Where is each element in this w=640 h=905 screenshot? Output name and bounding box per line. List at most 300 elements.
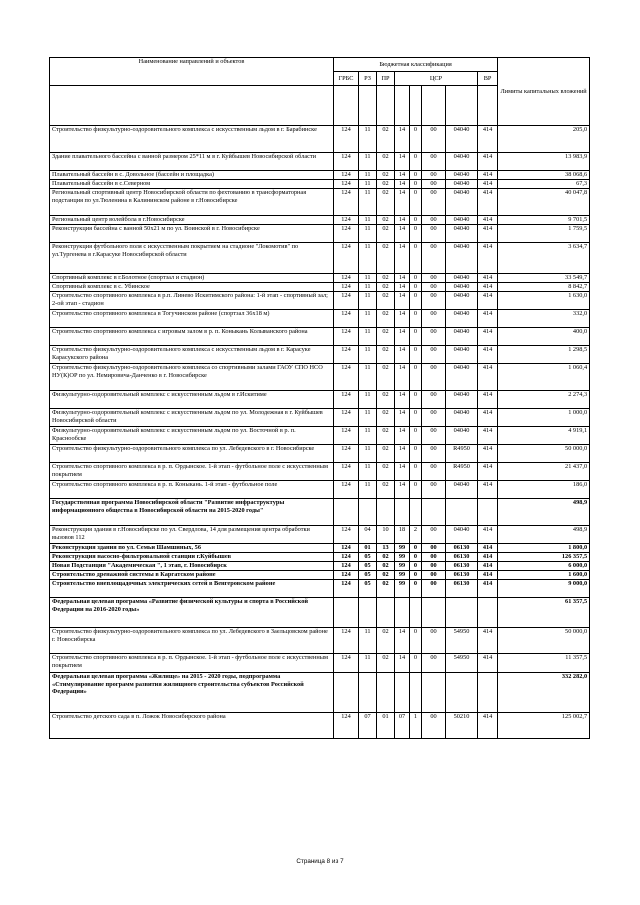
table-row: [50, 562, 590, 571]
row-name: Федеральная целевая программа «Жилище» на 2015 - 2020 годы, подпрограмма «Стимулирование программ развития жилищного строительства субъектов Российской Федерации»: [50, 673, 334, 713]
cell-csr-4: 04040: [446, 274, 478, 283]
cell-csr-3: 00: [422, 445, 446, 463]
cell-csr-2: 0: [410, 562, 422, 571]
cell-pr: 02: [377, 580, 395, 598]
cell-csr-1: 14: [395, 427, 410, 445]
cell-csr-2: 0: [410, 153, 422, 171]
cell-vr: 414: [478, 292, 498, 310]
cell-csr-2: 0: [410, 216, 422, 225]
cell-csr-2: 0: [410, 171, 422, 180]
cell-rz: 11: [359, 310, 377, 328]
cell-csr-1: 14: [395, 445, 410, 463]
table-row: [50, 673, 590, 713]
cell-csr-1: 14: [395, 225, 410, 243]
row-name: Региональный спортивный центр Новосибирской области по фехтованию в трансформаторная подстанция по ул.Тюленина в Калининском районе в г.Новосибирске: [50, 189, 334, 216]
cell-pr: 02: [377, 445, 395, 463]
cell-csr-1: 14: [395, 180, 410, 189]
cell-csr-3: [422, 499, 446, 526]
cell-grbs: 124: [334, 180, 359, 189]
cell-csr-2: [410, 499, 422, 526]
cell-limit-value: 8 842,7: [498, 283, 590, 292]
table-row: [50, 126, 590, 153]
header-rz: РЗ: [359, 72, 377, 86]
cell-grbs: 124: [334, 571, 359, 580]
cell-limit-value: 4 919,1: [498, 427, 590, 445]
cell-csr-4: [446, 673, 478, 713]
header-limits: Лимиты капитальных вложений: [498, 58, 590, 126]
cell-pr: 02: [377, 243, 395, 274]
cell-csr-2: [410, 598, 422, 628]
cell-csr-2: 0: [410, 544, 422, 553]
cell-vr: 414: [478, 481, 498, 499]
cell-csr-1: 99: [395, 580, 410, 598]
cell-pr: 02: [377, 216, 395, 225]
cell-rz: 11: [359, 409, 377, 427]
cell-pr: 02: [377, 553, 395, 562]
cell-rz: 11: [359, 126, 377, 153]
header-grbs: ГРБС: [334, 72, 359, 86]
table-row: [50, 171, 590, 180]
cell-grbs: 124: [334, 409, 359, 427]
cell-vr: 414: [478, 310, 498, 328]
cell-vr: 414: [478, 171, 498, 180]
cell-grbs: 124: [334, 243, 359, 274]
cell-pr: 02: [377, 391, 395, 409]
row-name: Физкультурно-оздоровительный комплекс с искусственным льдом в г.Искитиме: [50, 391, 334, 409]
row-name: Реконструкция здания по ул. Семьи Шамшиных, 56: [50, 544, 334, 553]
cell-pr: 02: [377, 310, 395, 328]
cell-grbs: 124: [334, 283, 359, 292]
row-name: Государственная программа Новосибирской области "Развитие инфраструктуры информационного общества в Новосибирской области на 2015-2020 годы": [50, 499, 334, 526]
cell-csr-4: 54950: [446, 654, 478, 673]
cell-csr-1: 14: [395, 654, 410, 673]
cell-vr: 414: [478, 526, 498, 544]
cell-limit-value: 400,0: [498, 328, 590, 346]
cell-csr-1: 14: [395, 364, 410, 391]
cell-rz: 11: [359, 180, 377, 189]
row-name: Строительство детского сада в п. Ложок Новосибирского района: [50, 713, 334, 739]
cell-vr: 414: [478, 243, 498, 274]
cell-csr-1: 14: [395, 283, 410, 292]
table-row: [50, 180, 590, 189]
cell-csr-3: 00: [422, 216, 446, 225]
cell-vr: 414: [478, 364, 498, 391]
header-vr: ВР: [478, 72, 498, 86]
page-footer: Страница 8 из 7: [296, 858, 344, 865]
table-row: [50, 544, 590, 553]
cell-grbs: 124: [334, 391, 359, 409]
cell-rz: 11: [359, 391, 377, 409]
budget-table: [49, 57, 590, 739]
cell-rz: 11: [359, 216, 377, 225]
cell-grbs: 124: [334, 310, 359, 328]
cell-grbs: 124: [334, 153, 359, 171]
cell-pr: 02: [377, 364, 395, 391]
cell-csr-3: [422, 598, 446, 628]
cell-grbs: 124: [334, 274, 359, 283]
cell-limit-value: 498,9: [498, 526, 590, 544]
cell-csr-2: 0: [410, 243, 422, 274]
table-row: [50, 243, 590, 274]
cell-pr: 02: [377, 481, 395, 499]
cell-rz: 04: [359, 526, 377, 544]
cell-rz: 11: [359, 463, 377, 481]
cell-pr: 01: [377, 713, 395, 739]
cell-grbs: 124: [334, 171, 359, 180]
cell-limit-value: 205,0: [498, 126, 590, 153]
row-name: Реконструкция бассейна с ванной 50х21 м по ул. Воинской в г. Новосибирске: [50, 225, 334, 243]
cell-grbs: 124: [334, 216, 359, 225]
table-row: [50, 189, 590, 216]
cell-grbs: 124: [334, 654, 359, 673]
cell-csr-3: 00: [422, 409, 446, 427]
cell-rz: [359, 499, 377, 526]
cell-csr-3: 00: [422, 526, 446, 544]
cell-rz: 07: [359, 713, 377, 739]
cell-csr-3: 00: [422, 713, 446, 739]
cell-rz: 11: [359, 445, 377, 463]
cell-limit-value: 13 983,9: [498, 153, 590, 171]
cell-csr-1: 14: [395, 274, 410, 283]
cell-csr-2: 0: [410, 391, 422, 409]
cell-limit-value: 2 274,3: [498, 391, 590, 409]
table-row: [50, 274, 590, 283]
cell-pr: 02: [377, 328, 395, 346]
cell-csr-3: 00: [422, 310, 446, 328]
table-row: [50, 391, 590, 409]
cell-csr-4: 04040: [446, 292, 478, 310]
cell-csr-3: 00: [422, 427, 446, 445]
table-row: [50, 598, 590, 628]
cell-limit-value: 1 298,5: [498, 346, 590, 364]
cell-pr: [377, 499, 395, 526]
cell-rz: 05: [359, 580, 377, 598]
cell-csr-4: 04040: [446, 189, 478, 216]
cell-vr: 414: [478, 544, 498, 553]
cell-csr-2: 0: [410, 463, 422, 481]
row-name: Реконструкция насосно-фильтровальной станции г.Куйбышев: [50, 553, 334, 562]
cell-rz: 11: [359, 346, 377, 364]
cell-csr-3: 00: [422, 562, 446, 571]
cell-grbs: 124: [334, 126, 359, 153]
cell-csr-1: 99: [395, 571, 410, 580]
row-name: Спортивный комплекс в г.Болотное (спортзал и стадион): [50, 274, 334, 283]
table-row: [50, 499, 590, 526]
cell-csr-4: 04040: [446, 391, 478, 409]
cell-csr-3: [422, 673, 446, 713]
cell-csr-1: 14: [395, 328, 410, 346]
cell-csr-1: 14: [395, 481, 410, 499]
table-row: [50, 445, 590, 463]
cell-grbs: 124: [334, 562, 359, 571]
cell-csr-1: 14: [395, 216, 410, 225]
cell-grbs: [334, 598, 359, 628]
table-row: [50, 463, 590, 481]
table-row: [50, 310, 590, 328]
row-name: Строительство физкультурно-оздоровительного комплекса по ул. Лебедевского в Заельцовском районе г. Новосибирска: [50, 628, 334, 654]
table-row: [50, 328, 590, 346]
cell-limit-value: 125 002,7: [498, 713, 590, 739]
cell-csr-3: 00: [422, 580, 446, 598]
cell-csr-1: 99: [395, 562, 410, 571]
cell-csr-1: 14: [395, 189, 410, 216]
cell-limit-value: 1 600,0: [498, 571, 590, 580]
row-name: Реконструкция здания в г.Новосибирске по ул. Свердлова, 14 для размещения центра обработки вызовов 112: [50, 526, 334, 544]
cell-rz: 11: [359, 274, 377, 283]
cell-csr-3: 00: [422, 153, 446, 171]
cell-rz: 11: [359, 283, 377, 292]
cell-csr-3: 00: [422, 126, 446, 153]
cell-pr: 02: [377, 126, 395, 153]
cell-grbs: 124: [334, 364, 359, 391]
row-name: Новая Подстанция "Академическая ", 1 этап, г. Новосибирск: [50, 562, 334, 571]
row-name: Физкультурно-оздоровительный комплекс с искусственным льдом по ул. Восточной в р. п. Краснообске: [50, 427, 334, 445]
cell-csr-4: 04040: [446, 126, 478, 153]
cell-rz: 11: [359, 481, 377, 499]
cell-csr-1: 14: [395, 628, 410, 654]
cell-limit-value: 50 000,0: [498, 445, 590, 463]
cell-vr: 414: [478, 283, 498, 292]
cell-csr-4: 04040: [446, 409, 478, 427]
cell-rz: 11: [359, 328, 377, 346]
cell-csr-4: 04040: [446, 481, 478, 499]
cell-pr: 02: [377, 153, 395, 171]
cell-csr-3: 00: [422, 225, 446, 243]
table-row: [50, 153, 590, 171]
cell-rz: 05: [359, 571, 377, 580]
cell-vr: 414: [478, 189, 498, 216]
cell-pr: [377, 673, 395, 713]
cell-csr-4: 06130: [446, 553, 478, 562]
cell-vr: [478, 673, 498, 713]
cell-csr-1: [395, 673, 410, 713]
cell-csr-1: 14: [395, 391, 410, 409]
cell-vr: 414: [478, 346, 498, 364]
cell-limit-value: 50 000,0: [498, 628, 590, 654]
cell-csr-2: 0: [410, 364, 422, 391]
row-name: Региональный центр волейбола в г.Новосибирске: [50, 216, 334, 225]
row-name: Строительство спортивного комплекса в Тогучинском районе (спортзал 36х18 м): [50, 310, 334, 328]
cell-grbs: 124: [334, 463, 359, 481]
row-name: Строительство спортивного комплекса с игровым залом в р. п. Коныкань Колыванского района: [50, 328, 334, 346]
row-name: Реконструкция футбольного поля с искусственным покрытием на стадионе "Локомотив" по ул.Тургенева в г.Карасуке Новосибирской области: [50, 243, 334, 274]
cell-csr-2: 0: [410, 189, 422, 216]
cell-grbs: 124: [334, 189, 359, 216]
cell-pr: [377, 598, 395, 628]
cell-vr: [478, 598, 498, 628]
table-row: [50, 292, 590, 310]
cell-rz: 11: [359, 628, 377, 654]
cell-grbs: 124: [334, 628, 359, 654]
cell-rz: 11: [359, 171, 377, 180]
cell-csr-3: 00: [422, 544, 446, 553]
cell-vr: 414: [478, 216, 498, 225]
cell-limit-value: 38 068,6: [498, 171, 590, 180]
cell-vr: 414: [478, 409, 498, 427]
cell-vr: 414: [478, 628, 498, 654]
table-row: [50, 628, 590, 654]
cell-csr-2: 0: [410, 409, 422, 427]
cell-grbs: 124: [334, 328, 359, 346]
cell-csr-2: 0: [410, 346, 422, 364]
table-row: [50, 553, 590, 562]
table-body: [50, 126, 590, 739]
cell-pr: 10: [377, 526, 395, 544]
row-name: Физкультурно-оздоровительный комплекс с искусственным льдом по ул. Молодежная в г. Куйбышев Новосибирской области: [50, 409, 334, 427]
cell-vr: 414: [478, 180, 498, 189]
cell-limit-value: 67,3: [498, 180, 590, 189]
cell-pr: 02: [377, 283, 395, 292]
cell-pr: 02: [377, 654, 395, 673]
cell-limit-value: 9 701,5: [498, 216, 590, 225]
cell-csr-4: 04040: [446, 364, 478, 391]
cell-csr-1: 14: [395, 153, 410, 171]
cell-limit-value: 21 437,0: [498, 463, 590, 481]
cell-csr-1: 14: [395, 126, 410, 153]
row-name: Строительство спортивного комплекса в р. п. Ордынское. 1-й этап - футбольное поле с искусственным покрытием: [50, 654, 334, 673]
cell-limit-value: 1 060,4: [498, 364, 590, 391]
cell-limit-value: 33 549,7: [498, 274, 590, 283]
cell-csr-2: 0: [410, 654, 422, 673]
cell-limit-value: 186,0: [498, 481, 590, 499]
cell-csr-4: 06130: [446, 580, 478, 598]
cell-csr-3: 00: [422, 189, 446, 216]
cell-csr-4: 04040: [446, 346, 478, 364]
cell-csr-3: 00: [422, 463, 446, 481]
cell-csr-3: 00: [422, 328, 446, 346]
cell-csr-2: 0: [410, 481, 422, 499]
row-name: Строительство спортивного комплекса в р. п. Ордынское. 1-й этап - футбольное поле с искусственным покрытием: [50, 463, 334, 481]
cell-grbs: [334, 499, 359, 526]
cell-limit-value: 332,0: [498, 310, 590, 328]
cell-csr-4: 04040: [446, 225, 478, 243]
cell-csr-4: 04040: [446, 216, 478, 225]
cell-csr-3: 00: [422, 628, 446, 654]
cell-csr-4: 54950: [446, 628, 478, 654]
cell-csr-4: 04040: [446, 180, 478, 189]
row-name: Строительство дренажной системы в Каргатском районе: [50, 571, 334, 580]
header-pr: ПР: [377, 72, 395, 86]
cell-csr-2: 0: [410, 283, 422, 292]
cell-vr: 414: [478, 445, 498, 463]
cell-csr-2: 0: [410, 292, 422, 310]
cell-vr: 414: [478, 654, 498, 673]
cell-csr-3: 00: [422, 274, 446, 283]
cell-vr: 414: [478, 580, 498, 598]
table-row: [50, 713, 590, 739]
cell-csr-4: 04040: [446, 171, 478, 180]
cell-grbs: 124: [334, 553, 359, 562]
cell-grbs: 124: [334, 225, 359, 243]
cell-rz: 11: [359, 427, 377, 445]
cell-limit-value: 1 759,5: [498, 225, 590, 243]
row-name: Здание плавательного бассейна с ванной размером 25*11 м в г. Куйбышев Новосибирской области: [50, 153, 334, 171]
cell-vr: 414: [478, 274, 498, 283]
cell-csr-4: 06130: [446, 544, 478, 553]
cell-csr-3: 00: [422, 571, 446, 580]
cell-csr-1: 18: [395, 526, 410, 544]
cell-csr-1: 07: [395, 713, 410, 739]
cell-grbs: 124: [334, 526, 359, 544]
table-row: [50, 526, 590, 544]
row-name: Спортивный комплекс в с. Убинское: [50, 283, 334, 292]
cell-csr-2: 0: [410, 126, 422, 153]
cell-csr-3: 00: [422, 283, 446, 292]
row-name: Федеральная целевая программа «Развитие физической культуры и спорта в Российской Федерации на 2016-2020 годы»: [50, 598, 334, 628]
cell-vr: 414: [478, 328, 498, 346]
cell-csr-3: 00: [422, 180, 446, 189]
cell-csr-2: 0: [410, 310, 422, 328]
cell-csr-4: 04040: [446, 153, 478, 171]
cell-grbs: 124: [334, 292, 359, 310]
header-csr: ЦСР: [395, 72, 478, 86]
cell-csr-2: [410, 673, 422, 713]
cell-rz: 11: [359, 189, 377, 216]
cell-pr: 02: [377, 409, 395, 427]
cell-csr-2: 0: [410, 180, 422, 189]
cell-vr: 414: [478, 553, 498, 562]
cell-csr-2: 1: [410, 713, 422, 739]
cell-csr-1: 14: [395, 292, 410, 310]
cell-csr-3: 00: [422, 481, 446, 499]
cell-csr-1: 14: [395, 243, 410, 274]
cell-csr-2: 2: [410, 526, 422, 544]
cell-csr-4: R4950: [446, 445, 478, 463]
cell-csr-1: 14: [395, 310, 410, 328]
cell-csr-4: 04040: [446, 310, 478, 328]
cell-csr-4: 06130: [446, 562, 478, 571]
cell-vr: 414: [478, 562, 498, 571]
cell-vr: 414: [478, 713, 498, 739]
cell-rz: 05: [359, 562, 377, 571]
cell-grbs: 124: [334, 346, 359, 364]
cell-pr: 13: [377, 544, 395, 553]
cell-grbs: 124: [334, 580, 359, 598]
cell-csr-2: 0: [410, 628, 422, 654]
header-classification: Бюджетная классификация: [334, 58, 498, 72]
cell-pr: 02: [377, 292, 395, 310]
cell-csr-4: R4950: [446, 463, 478, 481]
cell-csr-4: 04040: [446, 328, 478, 346]
cell-csr-3: 00: [422, 364, 446, 391]
row-name: Плавательный бассейн в с. Довольное (бассейн и площадка): [50, 171, 334, 180]
cell-rz: 11: [359, 243, 377, 274]
cell-limit-value: 498,9: [498, 499, 590, 526]
cell-csr-2: 0: [410, 571, 422, 580]
cell-pr: 02: [377, 189, 395, 216]
cell-limit-value: 3 634,7: [498, 243, 590, 274]
cell-vr: [478, 499, 498, 526]
cell-csr-4: 06130: [446, 571, 478, 580]
cell-csr-3: 00: [422, 171, 446, 180]
cell-limit-value: 61 357,5: [498, 598, 590, 628]
cell-pr: 02: [377, 463, 395, 481]
table-row: [50, 481, 590, 499]
cell-pr: 02: [377, 562, 395, 571]
table-row: [50, 216, 590, 225]
cell-limit-value: 332 282,0: [498, 673, 590, 713]
cell-csr-2: 0: [410, 445, 422, 463]
row-name: Строительство физкультурно-оздоровительного комплекса по ул. Лебедевского в г. Новосибирске: [50, 445, 334, 463]
cell-grbs: 124: [334, 445, 359, 463]
cell-rz: 11: [359, 225, 377, 243]
cell-csr-4: 04040: [446, 427, 478, 445]
cell-grbs: [334, 673, 359, 713]
cell-vr: 414: [478, 153, 498, 171]
cell-csr-1: 99: [395, 544, 410, 553]
cell-pr: 02: [377, 571, 395, 580]
table-row: [50, 283, 590, 292]
